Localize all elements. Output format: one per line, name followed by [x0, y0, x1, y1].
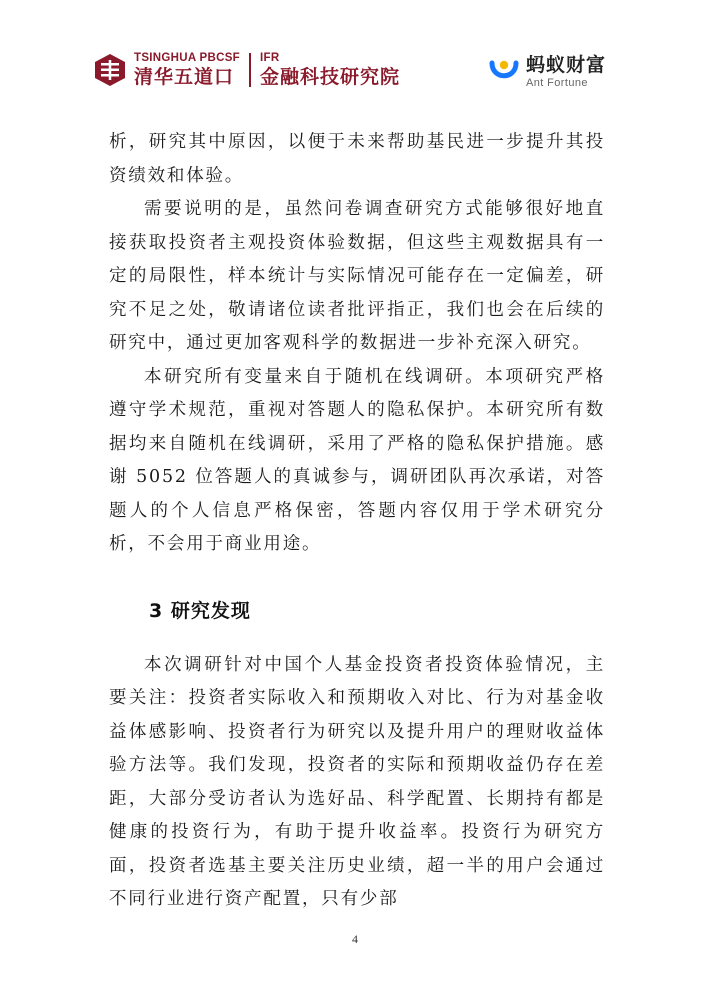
ant-fortune-logo	[486, 54, 606, 90]
ifr-en: IFR	[260, 52, 280, 65]
logo-divider	[249, 53, 251, 87]
ifr-cn: 金融科技研究院	[260, 65, 401, 88]
ant-fortune-en: Ant Fortune	[526, 76, 588, 89]
tsinghua-seal-icon	[92, 52, 128, 88]
section-heading: 3 研究发现	[149, 599, 251, 622]
tsinghua-pbcsf-cn: 清华五道口	[134, 65, 235, 88]
ant-fortune-cn: 蚂蚁财富	[526, 53, 607, 76]
ant-fortune-icon	[486, 54, 522, 90]
paragraph-continuation: 析，研究其中原因，以便于未来帮助基民进一步提升其投资绩效和体验。	[109, 132, 605, 186]
paragraph-limitations: 需要说明的是，虽然问卷调查研究方式能够很好地直接获取投资者主观投资体验数据，但这些主观数据具有一定的局限性，样本统计与实际情况可能存在一定偏差，研究不足之处，敬请诸位读者批评指正，我们也会在后续的研究中，通过更加客观科学的数据进一步补充深入研究。	[109, 199, 605, 353]
tsinghua-pbcsf-ifr-logo	[92, 52, 400, 88]
document-body	[109, 126, 605, 917]
tsinghua-pbcsf-en: TSINGHUA PBCSF	[134, 52, 240, 65]
paragraph-findings: 本次调研针对中国个人基金投资者投资体验情况，主要关注：投资者实际收入和预期收入对比、行为对基金收益体感影响、投资者行为研究以及提升用户的理财收益体验方法等。我们发现，投资者的实际和预期收益仍存在差距，大部分受访者认为选好品、科学配置、长期持有都是健康的投资行为，有助于提升收益率。投资行为研究方面，投资者选基主要关注历史业绩，超一半的用户会通过不同行业进行资产配置，只有少部	[109, 654, 605, 909]
paragraph-data-source: 本研究所有变量来自于随机在线调研。本项研究严格遵守学术规范，重视对答题人的隐私保护。本研究所有数据均来自随机在线调研，采用了严格的隐私保护措施。感谢 5052 位答题人的真诚参与，调研团队再次承诺，对答题人的个人信息严格保密，答题内容仅用于学术研究分析，不会用于商业用途。	[109, 366, 605, 554]
page-header	[0, 0, 710, 110]
page-number: 4	[352, 932, 358, 946]
